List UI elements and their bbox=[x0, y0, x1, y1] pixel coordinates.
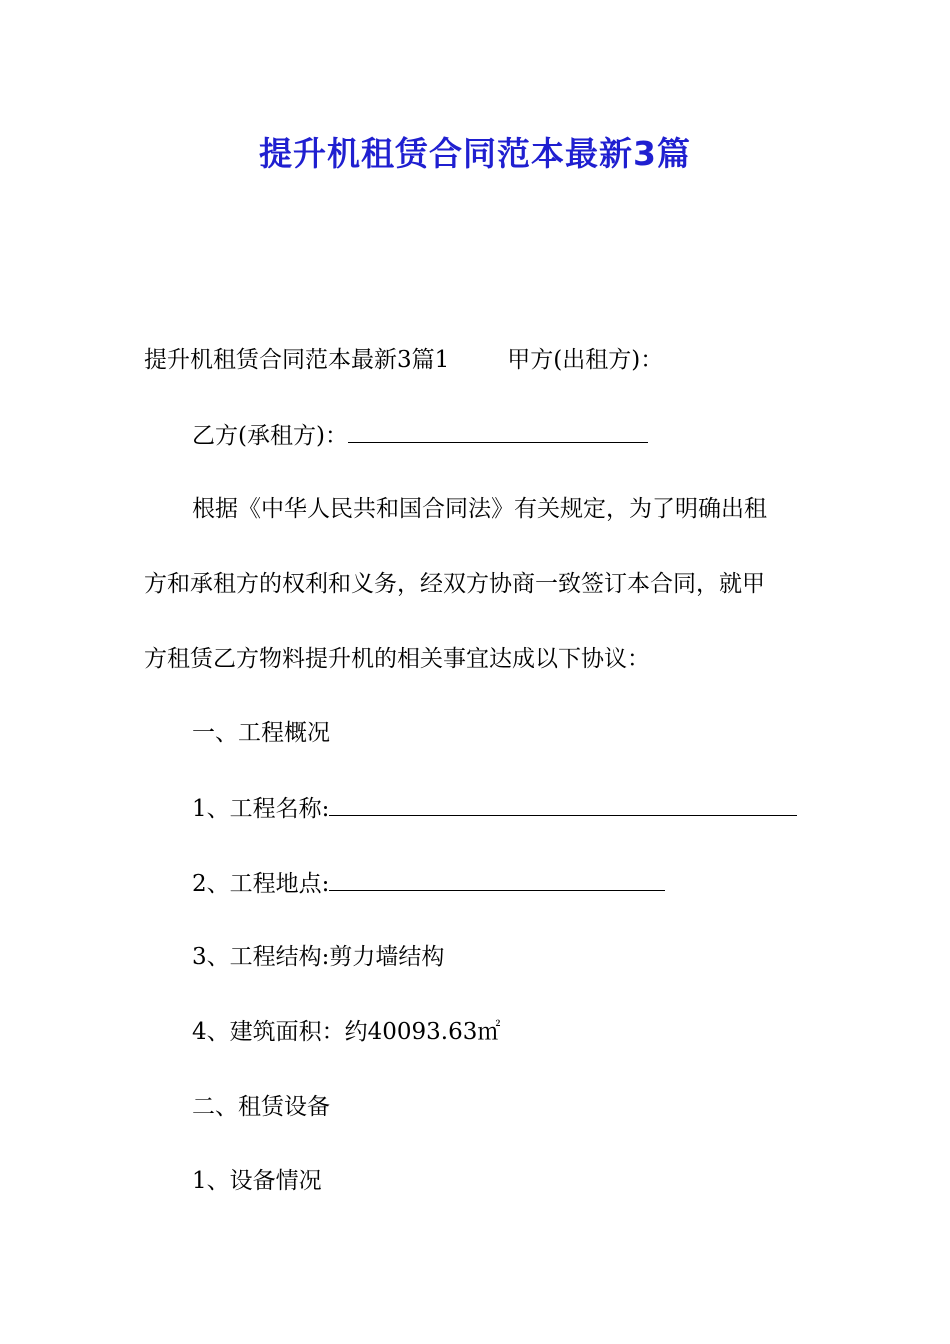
intro-line-2: 方和承租方的权利和义务，经双方协商一致签订本合同，就甲 bbox=[144, 571, 765, 597]
party-b-label: 乙方(承租方)： bbox=[192, 423, 348, 449]
project-location-blank bbox=[329, 868, 665, 891]
section-heading-project: 一、工程概况 bbox=[192, 720, 330, 746]
heading-line bbox=[144, 345, 663, 375]
intro-line-1: 根据《中华人民共和国合同法》有关规定，为了明确出租 bbox=[192, 496, 767, 522]
party-a-label: 甲方(出租方)： bbox=[507, 347, 664, 373]
document-title: 提升机租赁合同范本最新3篇 bbox=[259, 134, 691, 173]
project-location-label: 2、工程地点: bbox=[192, 871, 330, 897]
project-name-blank bbox=[329, 793, 797, 816]
project-structure-line: 3、工程结构:剪力墙结构 bbox=[192, 944, 445, 970]
contract-heading: 提升机租赁合同范本最新3篇1 bbox=[144, 347, 450, 373]
building-area-line: 4、建筑面积：约40093.63㎡ bbox=[192, 1019, 501, 1045]
equipment-status-line: 1、设备情况 bbox=[192, 1168, 322, 1194]
project-location-line bbox=[192, 868, 665, 899]
intro-line-3: 方租赁乙方物料提升机的相关事宜达成以下协议： bbox=[144, 646, 650, 672]
party-b-line bbox=[192, 420, 648, 451]
section-heading-equipment: 二、租赁设备 bbox=[192, 1094, 330, 1120]
project-name-line bbox=[192, 793, 797, 824]
project-name-label: 1、工程名称: bbox=[192, 796, 330, 822]
party-b-blank bbox=[348, 420, 648, 443]
